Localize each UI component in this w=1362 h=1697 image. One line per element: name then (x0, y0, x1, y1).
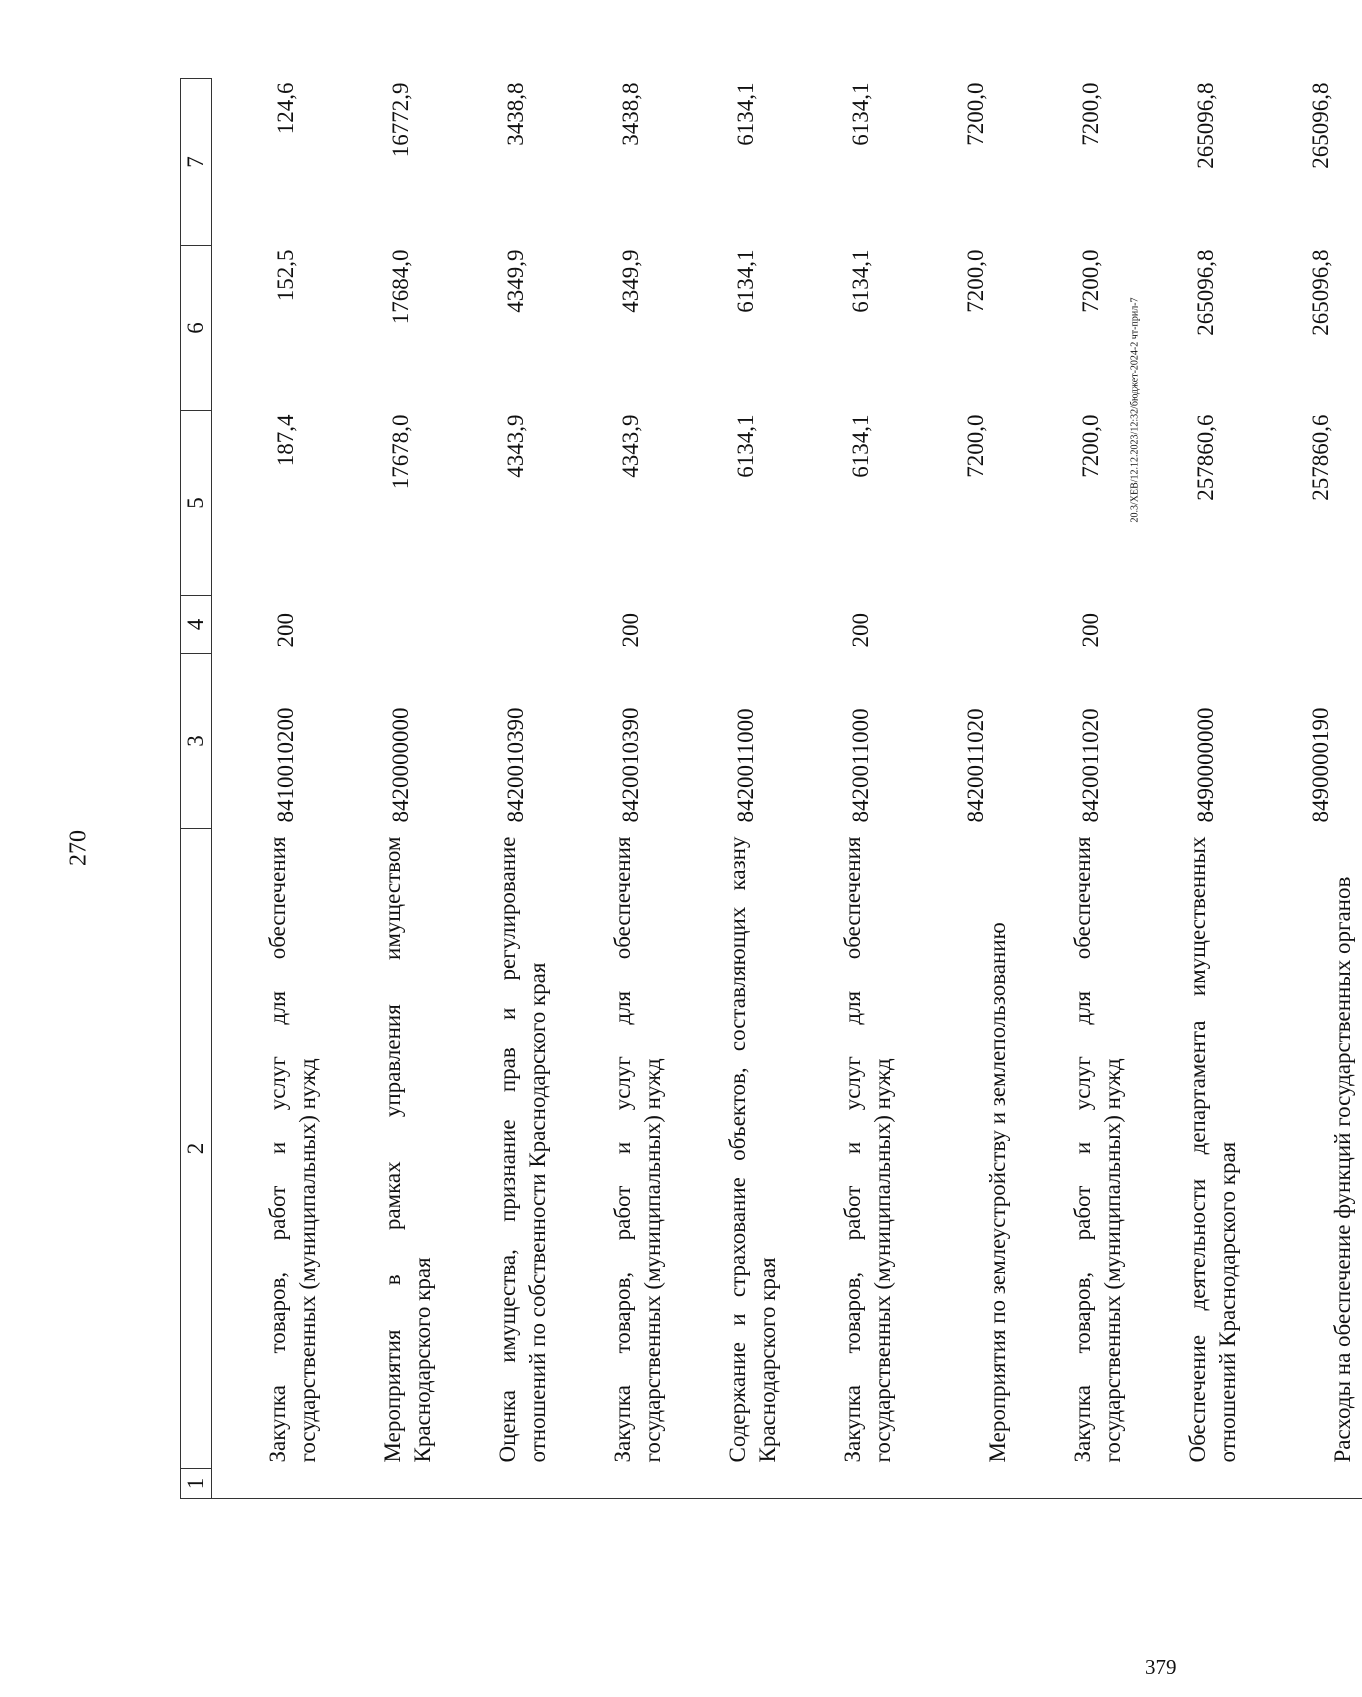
target-article-code: 8420010390 (618, 707, 643, 823)
amount-year-1: 7200,0 (1078, 414, 1103, 478)
expenditure-name: Закупка товаров, работ и услуг для обеспечения государственных (муниципальных) нужд (265, 836, 320, 1463)
target-article-code: 8420011020 (963, 708, 988, 823)
column-header: 6 (181, 246, 212, 411)
expense-type-code: 200 (1078, 613, 1103, 648)
amount-year-2: 265096,8 (1193, 249, 1218, 336)
amount-year-3: 3438,8 (618, 82, 643, 146)
amount-year-1: 7200,0 (963, 414, 988, 478)
row-index-cell (787, 1469, 902, 1499)
table-body (211, 79, 1362, 1499)
target-article-code: 8490000190 (1308, 707, 1333, 823)
table-row (1247, 79, 1362, 1499)
target-article-code: 8420011000 (733, 708, 758, 823)
page-number-top: 270 (65, 830, 92, 866)
target-article-code: 8420000000 (388, 707, 413, 823)
row-index-cell (902, 1469, 1017, 1499)
table-row (787, 79, 902, 1499)
amount-year-1: 257860,6 (1193, 414, 1218, 501)
amount-year-1: 6134,1 (848, 414, 873, 478)
column-header: 2 (181, 829, 212, 1469)
amount-year-2: 7200,0 (1078, 249, 1103, 313)
table-header-row (181, 79, 212, 1499)
amount-year-3: 265096,8 (1308, 82, 1333, 169)
column-header: 3 (181, 654, 212, 829)
expense-type-code (327, 596, 442, 654)
amount-year-2: 152,5 (273, 249, 298, 302)
amount-year-2: 6134,1 (733, 249, 758, 313)
target-article-code: 8420011000 (848, 708, 873, 823)
expenditure-name: Расходы на обеспечение функций государственных органов (1330, 876, 1355, 1463)
amount-year-3: 265096,8 (1193, 82, 1218, 169)
target-article-code: 8490000000 (1193, 707, 1218, 823)
expenditure-name: Мероприятия в рамках управления имуществом Краснодарского края (380, 836, 435, 1463)
table-row (442, 79, 557, 1499)
expense-type-code (902, 596, 1017, 654)
amount-year-1: 187,4 (273, 414, 298, 467)
column-header: 5 (181, 411, 212, 596)
amount-year-3: 6134,1 (733, 82, 758, 146)
budget-table (180, 78, 1362, 1499)
expenditure-name: Мероприятия по землеустройству и землепользованию (985, 922, 1010, 1463)
table-row (327, 79, 442, 1499)
amount-year-3: 6134,1 (848, 82, 873, 146)
document-code: 20.3/ХЕВ/12.12.2023/12:32/бюджет-2024-2 чт-прил-7 (1129, 297, 1141, 523)
expenditure-name: Закупка товаров, работ и услуг для обеспечения государственных (муниципальных) нужд (610, 836, 665, 1463)
row-index-cell (211, 1469, 327, 1499)
expenditure-name: Обеспечение деятельности департамента имущественных отношений Краснодарского края (1185, 836, 1240, 1463)
amount-year-3: 7200,0 (1078, 82, 1103, 146)
table-row (211, 79, 327, 1499)
amount-year-2: 4349,9 (618, 249, 643, 313)
expense-type-code: 200 (618, 613, 643, 648)
row-index-cell (1247, 1469, 1362, 1499)
table-row (557, 79, 672, 1499)
expense-type-code: 200 (848, 613, 873, 648)
row-index-cell (1132, 1469, 1247, 1499)
row-index-cell (327, 1469, 442, 1499)
table-row (672, 79, 787, 1499)
expense-type-code (1132, 596, 1247, 654)
amount-year-3: 124,6 (273, 82, 298, 135)
expense-type-code (672, 596, 787, 654)
expenditure-name: Содержание и страхование объектов, составляющих казну Краснодарского края (725, 836, 780, 1463)
target-article-code: 8410010200 (273, 707, 298, 823)
target-article-code: 8420011020 (1078, 708, 1103, 823)
amount-year-1: 4343,9 (503, 414, 528, 478)
amount-year-1: 257860,6 (1308, 414, 1333, 501)
amount-year-3: 3438,8 (503, 82, 528, 146)
expenditure-name: Закупка товаров, работ и услуг для обеспечения государственных (муниципальных) нужд (840, 836, 895, 1463)
row-index-cell (442, 1469, 557, 1499)
amount-year-1: 6134,1 (733, 414, 758, 478)
page-number-bottom: 379 (1145, 1655, 1177, 1679)
column-header: 4 (181, 596, 212, 654)
row-index-cell (672, 1469, 787, 1499)
expenditure-name: Оценка имущества, признание прав и регулирование отношений по собственности Краснодарского края (495, 836, 550, 1463)
row-index-cell (557, 1469, 672, 1499)
expenditure-name: Закупка товаров, работ и услуг для обеспечения государственных (муниципальных) нужд (1070, 836, 1125, 1463)
target-article-code: 8420010390 (503, 707, 528, 823)
amount-year-2: 265096,8 (1308, 249, 1333, 336)
amount-year-2: 6134,1 (848, 249, 873, 313)
table-row (1132, 79, 1247, 1499)
amount-year-1: 17678,0 (388, 414, 413, 490)
column-header: 7 (181, 79, 212, 246)
table-row (1017, 79, 1132, 1499)
amount-year-2: 7200,0 (963, 249, 988, 313)
expense-type-code (1247, 596, 1362, 654)
amount-year-1: 4343,9 (618, 414, 643, 478)
expense-type-code (442, 596, 557, 654)
column-header: 1 (181, 1469, 212, 1499)
expense-type-code: 200 (273, 613, 298, 648)
amount-year-2: 4349,9 (503, 249, 528, 313)
row-index-cell (1017, 1469, 1132, 1499)
table-row (902, 79, 1017, 1499)
amount-year-3: 7200,0 (963, 82, 988, 146)
amount-year-2: 17684,0 (388, 249, 413, 325)
amount-year-3: 16772,9 (388, 82, 413, 158)
